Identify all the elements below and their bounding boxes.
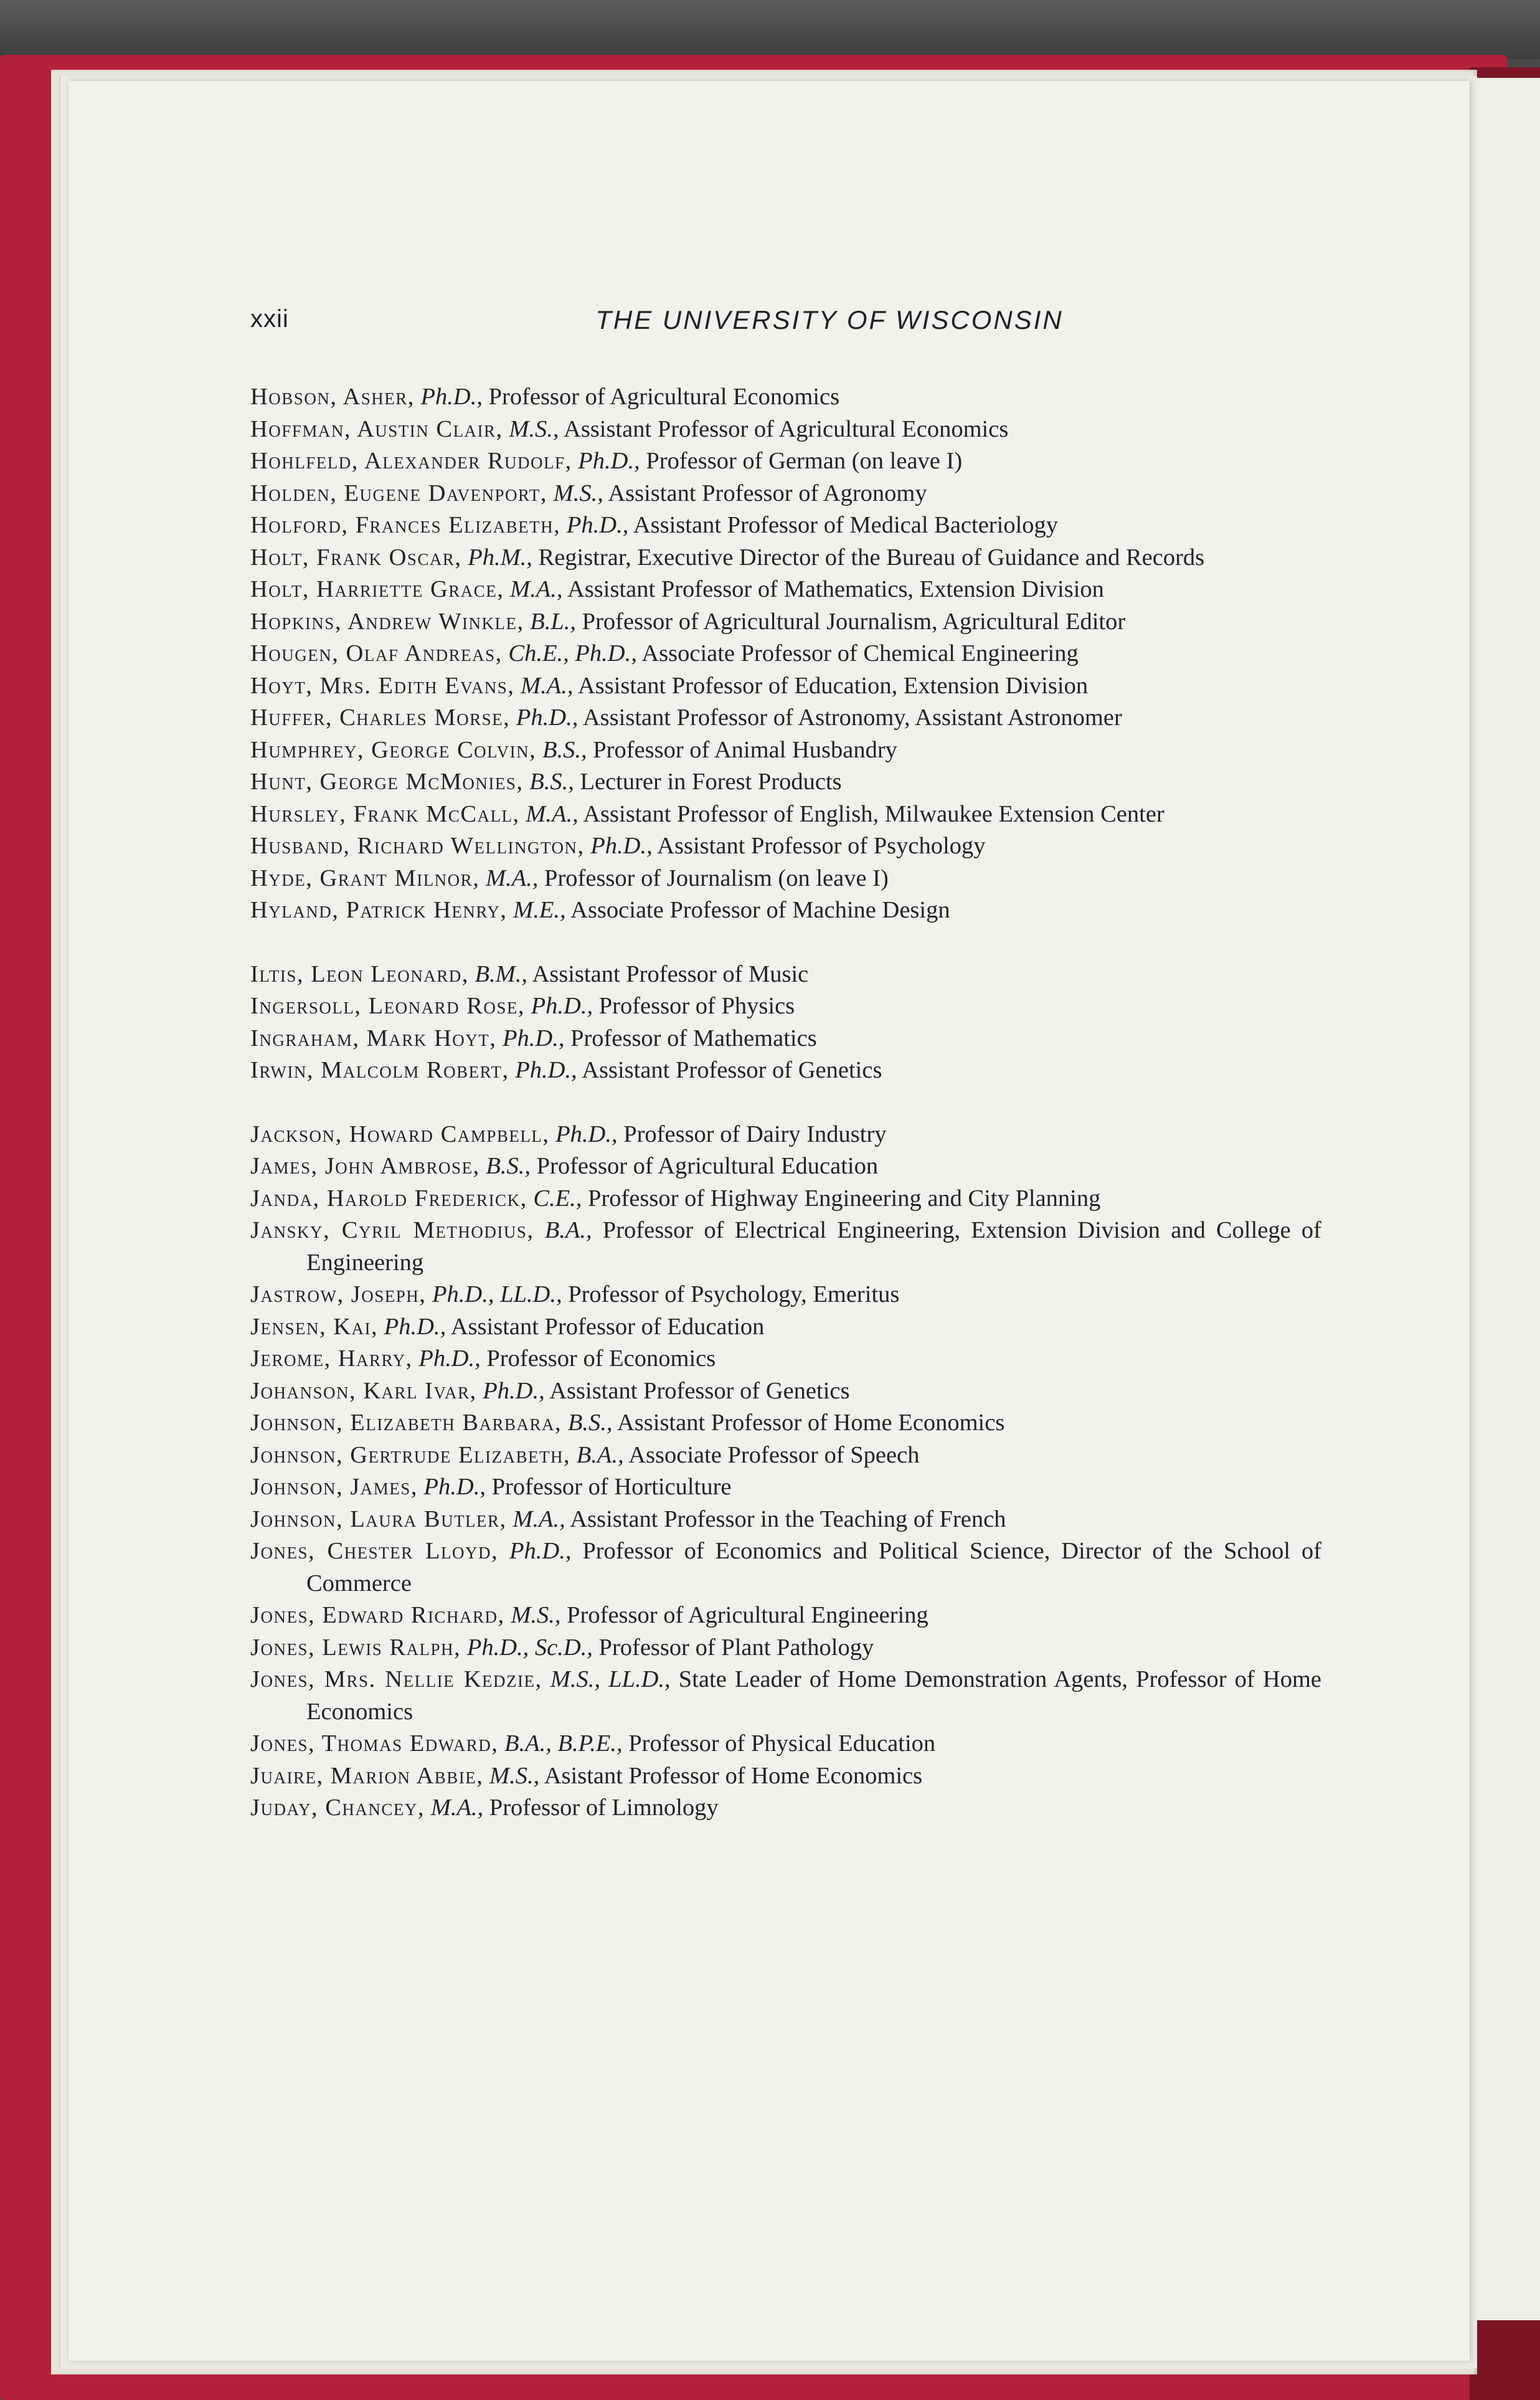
faculty-title: Asistant Professor of Home Economics (544, 1762, 923, 1789)
faculty-name: Hoffman, Austin Clair, (250, 415, 503, 442)
page-title: THE UNIVERSITY OF WISCONSIN (595, 305, 1064, 334)
faculty-name: Holt, Harriette Grace, (250, 576, 504, 602)
faculty-name: Hunt, George McMonies, (250, 769, 524, 795)
facing-page (1473, 78, 1540, 2320)
faculty-name: Irwin, Malcolm Robert, (250, 1057, 509, 1083)
faculty-name: Juday, Chancey, (250, 1795, 425, 1821)
faculty-degree: B.M., (475, 960, 527, 987)
faculty-name: Jones, Lewis Ralph, (250, 1634, 461, 1661)
faculty-degree: M.A., (485, 865, 539, 891)
faculty-degree: Ph.D., (483, 1377, 545, 1404)
faculty-entry (250, 1215, 1321, 1279)
faculty-name: Hyde, Grant Milnor, (250, 865, 480, 891)
faculty-entry (250, 1055, 1321, 1087)
faculty-entry (250, 1632, 1321, 1664)
faculty-entry (250, 766, 1321, 799)
faculty-entry (250, 1600, 1321, 1632)
faculty-title: Associate Professor of Chemical Engineering (641, 640, 1079, 666)
faculty-name: Hobson, Asher, (250, 384, 415, 410)
faculty-entry (250, 1471, 1321, 1504)
faculty-entry (250, 606, 1321, 638)
faculty-name: Jones, Chester Lloyd, (250, 1538, 499, 1564)
faculty-name: Jackson, Howard Campbell, (250, 1121, 550, 1147)
faculty-degree: Ph.D., (420, 384, 483, 410)
faculty-title: Professor of Physical Education (628, 1730, 936, 1757)
faculty-name: Holford, Frances Elizabeth, (250, 512, 561, 538)
faculty-title: Professor of Limnology (489, 1795, 719, 1821)
faculty-degree: Ph.D., (384, 1313, 446, 1340)
faculty-degree: B.S., (529, 769, 574, 795)
faculty-degree: C.E., (533, 1185, 582, 1212)
faculty-title: Assistant Professor of Medical Bacteriology (633, 512, 1059, 538)
faculty-name: Johanson, Karl Ivar, (250, 1377, 477, 1404)
faculty-title: Registrar, Executive Director of the Bureau of Guidance and Records (538, 544, 1205, 571)
faculty-degree: M.A., (430, 1795, 484, 1821)
faculty-degree: M.A., (510, 576, 563, 602)
faculty-entry (250, 1407, 1321, 1440)
faculty-degree: Ph.D., (516, 704, 579, 731)
faculty-degree: M.S., (553, 480, 603, 506)
faculty-entry (250, 1279, 1321, 1311)
faculty-degree: Ph.M., (468, 544, 532, 571)
faculty-title: Professor of Dairy Industry (623, 1121, 887, 1147)
faculty-title: Professor of Plant Pathology (598, 1634, 874, 1661)
faculty-entry (250, 478, 1321, 510)
faculty-degree: Ph.D., (578, 448, 640, 474)
faculty-degree: Ph.D., LL.D., (432, 1281, 562, 1307)
faculty-title: State Leader of Home Demonstration Agents, Professor of Home Economics (306, 1666, 1321, 1725)
faculty-title: Assistant Professor in the Teaching of French (570, 1506, 1006, 1532)
faculty-entry (250, 1150, 1321, 1183)
faculty-entry (250, 1311, 1321, 1344)
faculty-list (250, 381, 1321, 1824)
faculty-name: Jerome, Harry, (250, 1345, 413, 1372)
faculty-entry (250, 1183, 1321, 1215)
faculty-degree: B.S., (567, 1410, 613, 1436)
faculty-degree: B.S., (542, 736, 587, 763)
faculty-entry (250, 1792, 1321, 1824)
faculty-title: Lecturer in Forest Products (580, 769, 842, 795)
faculty-degree: B.L., (530, 608, 577, 635)
faculty-degree: M.S., (511, 1602, 561, 1628)
faculty-entry (250, 702, 1321, 734)
faculty-entry (250, 1664, 1321, 1728)
faculty-name: Huffer, Charles Morse, (250, 704, 511, 731)
faculty-name: Holden, Eugene Davenport, (250, 480, 547, 506)
faculty-name: Humphrey, George Colvin, (250, 736, 537, 763)
faculty-name: Hougen, Olaf Andreas, (250, 640, 503, 666)
faculty-degree: M.S., (509, 415, 559, 442)
faculty-entry (250, 830, 1321, 863)
faculty-title: Assistant Professor of Genetics (582, 1057, 882, 1083)
faculty-entry (250, 1504, 1321, 1536)
faculty-degree: B.A., (576, 1441, 624, 1468)
faculty-name: Hohlfeld, Alexander Rudolf, (250, 448, 572, 474)
faculty-title: Professor of Economics (486, 1345, 716, 1372)
faculty-degree: B.A., (544, 1217, 592, 1243)
page-number: xxii (250, 305, 289, 333)
faculty-name: Jansky, Cyril Methodius, (250, 1217, 534, 1243)
faculty-entry (250, 1343, 1321, 1375)
faculty-entry (250, 894, 1321, 927)
faculty-degree: B.A., B.P.E., (504, 1730, 623, 1757)
faculty-entry (250, 445, 1321, 478)
faculty-entry (250, 734, 1321, 767)
faculty-degree: M.A., (520, 672, 574, 699)
faculty-degree: Ph.D., (566, 512, 629, 538)
faculty-entry (250, 1375, 1321, 1408)
section-gap (250, 927, 1321, 959)
faculty-title: Professor of Highway Engineering and City Planning (588, 1185, 1101, 1212)
faculty-degree: Ch.E., Ph.D., (508, 640, 637, 666)
faculty-entry (250, 1535, 1321, 1600)
faculty-title: Professor of Electrical Engineering, Extension Division and College of Engineering (306, 1217, 1322, 1276)
faculty-name: Ingraham, Mark Hoyt, (250, 1025, 497, 1051)
faculty-name: Johnson, Elizabeth Barbara, (250, 1410, 562, 1436)
faculty-entry (250, 959, 1321, 991)
section-gap (250, 1087, 1321, 1119)
faculty-name: Holt, Frank Oscar, (250, 544, 462, 571)
faculty-degree: Ph.D., Sc.D., (466, 1634, 593, 1661)
faculty-entry (250, 381, 1321, 414)
faculty-entry (250, 1728, 1321, 1760)
faculty-name: Johnson, James, (250, 1474, 418, 1500)
faculty-title: Assistant Professor of Psychology (657, 833, 986, 859)
faculty-degree: M.E., (513, 897, 566, 923)
faculty-degree: M.A., (513, 1506, 565, 1532)
faculty-name: Jones, Edward Richard, (250, 1602, 505, 1628)
faculty-entry (250, 574, 1321, 606)
faculty-title: Assistant Professor of Education, Extension Division (577, 672, 1089, 699)
faculty-title: Assistant Professor of Genetics (549, 1377, 850, 1404)
faculty-title: Assistant Professor of Mathematics, Extension Division (567, 576, 1104, 602)
faculty-name: Iltis, Leon Leonard, (250, 960, 469, 987)
faculty-degree: Ph.D., (503, 1025, 565, 1051)
background-surface (0, 0, 1540, 59)
faculty-title: Professor of Agricultural Engineering (567, 1602, 928, 1628)
faculty-entry (250, 638, 1321, 670)
faculty-title: Assistant Professor of Education (450, 1313, 765, 1340)
faculty-title: Professor of Economics and Political Science, Director of the School of Commerce (306, 1538, 1322, 1596)
faculty-entry (250, 542, 1321, 574)
faculty-entry (250, 1119, 1321, 1151)
faculty-degree: Ph.D., (418, 1345, 481, 1372)
faculty-name: Hopkins, Andrew Winkle, (250, 608, 524, 635)
faculty-degree: Ph.D., (531, 993, 593, 1019)
faculty-title: Assistant Professor of Agricultural Economics (564, 415, 1009, 442)
faculty-title: Professor of Agricultural Education (536, 1153, 879, 1179)
faculty-name: Juaire, Marion Abbie, (250, 1762, 484, 1789)
faculty-title: Assistant Professor of English, Milwaukee Extension Center (583, 800, 1164, 827)
faculty-title: Assistant Professor of Music (532, 960, 809, 987)
faculty-title: Professor of Horticulture (491, 1474, 732, 1500)
faculty-name: Jastrow, Joseph, (250, 1281, 427, 1307)
faculty-title: Associate Professor of Machine Design (570, 897, 950, 923)
faculty-entry (250, 1760, 1321, 1793)
faculty-title: Professor of Agricultural Journalism, Agricultural Editor (582, 608, 1126, 635)
faculty-title: Professor of Animal Husbandry (593, 736, 897, 763)
faculty-degree: Ph.D., (555, 1121, 618, 1147)
faculty-entry (250, 799, 1321, 831)
faculty-title: Assistant Professor of Home Economics (616, 1410, 1005, 1436)
faculty-degree: B.S., (486, 1153, 531, 1179)
faculty-entry (250, 1440, 1321, 1472)
faculty-name: Hoyt, Mrs. Edith Evans, (250, 672, 515, 699)
faculty-title: Professor of Journalism (on leave I) (544, 865, 889, 891)
running-head (250, 305, 1321, 343)
faculty-degree: M.S., (489, 1762, 540, 1789)
faculty-title: Professor of Psychology, Emeritus (568, 1281, 900, 1307)
faculty-entry (250, 510, 1321, 542)
faculty-entry (250, 863, 1321, 895)
faculty-name: Johnson, Laura Butler, (250, 1506, 507, 1532)
faculty-name: Ingersoll, Leonard Rose, (250, 993, 526, 1019)
faculty-name: Hyland, Patrick Henry, (250, 897, 508, 923)
faculty-entry (250, 414, 1321, 446)
faculty-degree: Ph.D., (515, 1057, 577, 1083)
faculty-name: Johnson, Gertrude Elizabeth, (250, 1441, 571, 1468)
faculty-title: Professor of Agricultural Economics (488, 384, 840, 410)
faculty-degree: Ph.D., (423, 1474, 486, 1500)
faculty-name: Jones, Mrs. Nellie Kedzie, (250, 1666, 542, 1692)
faculty-entry (250, 990, 1321, 1023)
faculty-name: Husband, Richard Wellington, (250, 833, 585, 859)
faculty-title: Associate Professor of Speech (628, 1441, 920, 1468)
faculty-name: Jensen, Kai, (250, 1313, 379, 1340)
faculty-degree: M.A., (526, 800, 579, 827)
faculty-degree: Ph.D., (590, 833, 653, 859)
faculty-name: Janda, Harold Frederick, (250, 1185, 527, 1212)
faculty-entry (250, 1023, 1321, 1055)
faculty-name: James, John Ambrose, (250, 1153, 480, 1179)
faculty-name: Hursley, Frank McCall, (250, 800, 520, 827)
faculty-title: Professor of Physics (598, 993, 795, 1019)
faculty-title: Professor of German (on leave I) (646, 448, 963, 474)
faculty-name: Jones, Thomas Edward, (250, 1730, 499, 1757)
faculty-title: Assistant Professor of Agronomy (608, 480, 927, 506)
faculty-degree: Ph.D., (509, 1538, 572, 1564)
faculty-title: Assistant Professor of Astronomy, Assistant Astronomer (582, 704, 1122, 731)
faculty-entry (250, 670, 1321, 703)
faculty-title: Professor of Mathematics (570, 1025, 817, 1051)
faculty-degree: M.S., LL.D., (550, 1666, 671, 1692)
